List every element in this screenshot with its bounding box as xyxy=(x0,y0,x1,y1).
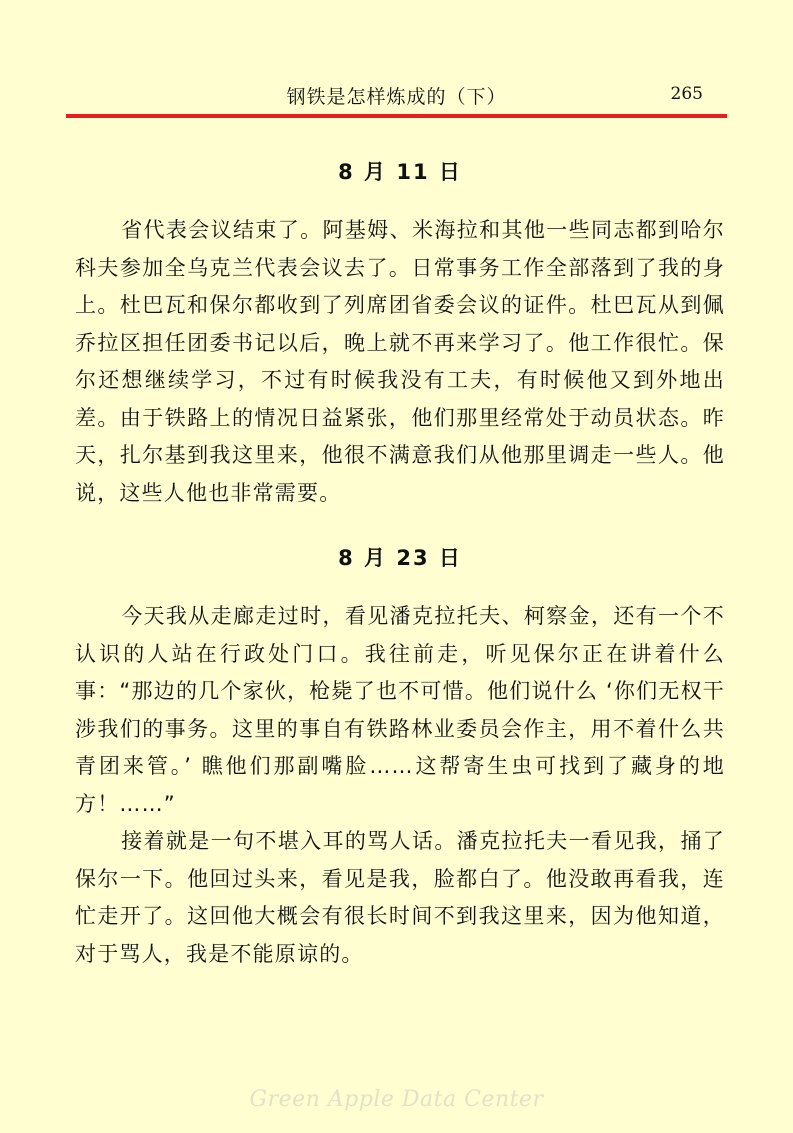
entry-date: 8 月 23 日 xyxy=(338,546,462,570)
page-number: 265 xyxy=(670,84,703,104)
diary-entry xyxy=(75,534,725,973)
entry-date: 8 月 11 日 xyxy=(338,160,462,184)
watermark: Green Apple Data Center xyxy=(249,1087,544,1112)
book-title: 钢铁是怎样炼成的（下） xyxy=(286,86,507,108)
entry-spacer xyxy=(75,512,725,534)
entry-paragraph: 今天我从走廊走过时，看见潘克拉托夫、柯察金，还有一个不认识的人站在行政处门口。我往前走，听见保尔正在讲着什么事：“那边的几个家伙，枪毙了也不可惜。他们说什么 ‘你们无权干涉我们的事务。这里的事自有铁路林业委员会作主，用不着什么共青团来管。’ 瞧他们那副嘴脸……这帮寄生虫可找到了藏身的地方！……” xyxy=(75,604,725,816)
header-rule xyxy=(66,114,727,118)
entry-paragraph: 省代表会议结束了。阿基姆、米海拉和其他一些同志都到哈尔科夫参加全乌克兰代表会议去了。日常事务工作全部落到了我的身上。杜巴瓦和保尔都收到了列席团省委会议的证件。杜巴瓦从到佩乔拉区担任团委书记以后，晚上就不再来学习了。他工作很忙。保尔还想继续学习，不过有时候我没有工夫，有时候他又到外地出差。由于铁路上的情况日益紧张，他们那里经常处于动员状态。昨天，扎尔基到我这里来，他很不满意我们从他那里调走一些人。他说，这些人他也非常需要。 xyxy=(75,218,725,505)
page-content xyxy=(75,148,725,973)
entry-paragraph: 接着就是一句不堪入耳的骂人话。潘克拉托夫一看见我，捅了保尔一下。他回过头来，看见是我，脸都白了。他没敢再看我，连忙走开了。这回他大概会有很长时间不到我这里来，因为他知道，对于骂人，我是不能原谅的。 xyxy=(75,829,725,966)
diary-entry xyxy=(75,148,725,512)
page-header xyxy=(66,80,727,116)
